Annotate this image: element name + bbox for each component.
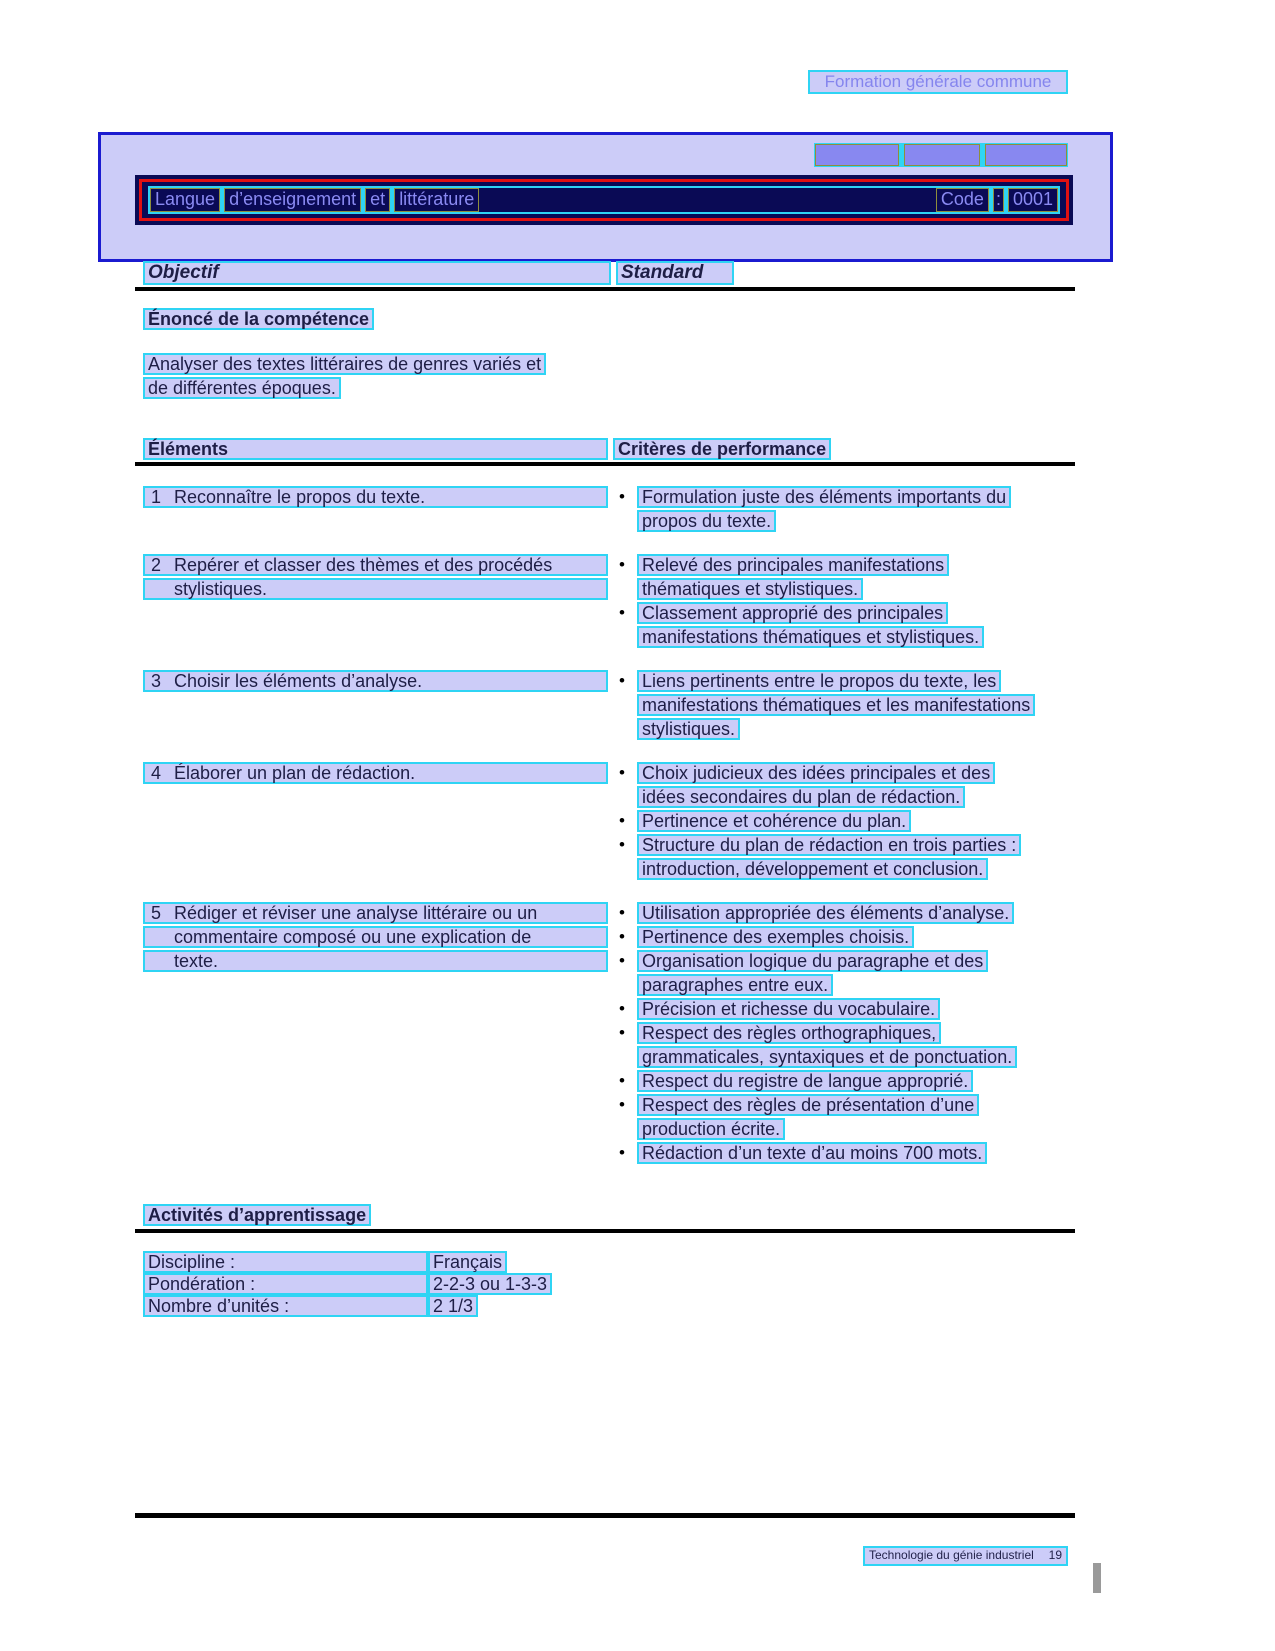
element-line bbox=[143, 926, 608, 948]
element-text: Repérer et classer des thèmes et des procédés bbox=[174, 555, 553, 575]
competence-heading: Énoncé de la compétence bbox=[143, 308, 374, 330]
criterion-line bbox=[613, 834, 1075, 856]
criterion-text: Respect des règles orthographiques, bbox=[637, 1022, 941, 1044]
table-row bbox=[143, 554, 1075, 650]
criterion-text: Liens pertinents entre le propos du texte, les bbox=[637, 670, 1001, 692]
criterion-text: propos du texte. bbox=[637, 510, 776, 532]
criteria-cell bbox=[613, 902, 1075, 1166]
element-number: 4 bbox=[151, 763, 162, 783]
bullet-icon: • bbox=[619, 1071, 625, 1090]
criterion-text: production écrite. bbox=[637, 1118, 785, 1140]
activity-field-value: Français bbox=[428, 1251, 507, 1273]
criterion-line bbox=[613, 602, 1075, 624]
criterion-text: introduction, développement et conclusion. bbox=[637, 858, 988, 880]
page-header-label: Formation générale commune bbox=[808, 70, 1068, 94]
bullet-icon: • bbox=[619, 1095, 625, 1114]
bullet-icon: • bbox=[619, 903, 625, 922]
activity-field-label: Nombre d’unités : bbox=[143, 1295, 428, 1317]
criteria-cell bbox=[613, 762, 1075, 882]
criterion-text: idées secondaires du plan de rédaction. bbox=[637, 786, 965, 808]
criterion-text: Formulation juste des éléments importants du bbox=[637, 486, 1011, 508]
criterion-line bbox=[613, 998, 1075, 1020]
element-number: 2 bbox=[151, 555, 162, 575]
bullet-icon: • bbox=[619, 671, 625, 690]
standard-header: Standard bbox=[616, 261, 734, 285]
table-row bbox=[143, 762, 1075, 882]
element-line bbox=[143, 486, 608, 508]
course-title-word: et bbox=[365, 188, 390, 212]
course-title-word: Langue bbox=[150, 188, 220, 212]
activity-field-label: Pondération : bbox=[143, 1273, 428, 1295]
criterion-text: thématiques et stylistiques. bbox=[637, 578, 863, 600]
competence-statement-line: Analyser des textes littéraires de genres variés et bbox=[143, 353, 546, 375]
criterion-line bbox=[613, 926, 1075, 948]
bullet-icon: • bbox=[619, 1143, 625, 1162]
criterion-text: Pertinence des exemples choisis. bbox=[637, 926, 914, 948]
element-cell bbox=[143, 554, 613, 650]
criterion-text: Respect du registre de langue approprié. bbox=[637, 1070, 973, 1092]
criterion-line bbox=[613, 902, 1075, 924]
element-line bbox=[143, 554, 608, 576]
performance-rows bbox=[143, 486, 1075, 1186]
criterion-text: paragraphes entre eux. bbox=[637, 974, 833, 996]
element-line bbox=[143, 902, 608, 924]
divider-rule bbox=[135, 287, 1075, 291]
criterion-line bbox=[613, 762, 1075, 784]
element-text: stylistiques. bbox=[174, 579, 268, 599]
criterion-line bbox=[613, 858, 1075, 880]
course-title-word: littérature bbox=[394, 188, 479, 212]
element-cell bbox=[143, 486, 613, 534]
element-line bbox=[143, 762, 608, 784]
criterion-line bbox=[613, 670, 1075, 692]
activity-field-row bbox=[143, 1251, 552, 1273]
objectif-header: Objectif bbox=[143, 261, 611, 285]
criterion-line bbox=[613, 810, 1075, 832]
criterion-text: Classement approprié des principales bbox=[637, 602, 948, 624]
activity-field-row bbox=[143, 1295, 552, 1317]
footer-program: Technologie du génie industriel bbox=[869, 1548, 1034, 1562]
course-title-word: d’enseignement bbox=[224, 188, 361, 212]
bullet-icon: • bbox=[619, 951, 625, 970]
element-cell bbox=[143, 762, 613, 882]
activity-field-value: 2-2-3 ou 1-3-3 bbox=[428, 1273, 552, 1295]
criterion-line bbox=[613, 718, 1075, 740]
element-line bbox=[143, 670, 608, 692]
bullet-icon: • bbox=[619, 555, 625, 574]
element-number: 1 bbox=[151, 487, 162, 507]
element-number: 5 bbox=[151, 903, 162, 923]
table-row bbox=[143, 486, 1075, 534]
column-headers bbox=[143, 261, 734, 285]
table-row bbox=[143, 902, 1075, 1166]
bullet-icon: • bbox=[619, 811, 625, 830]
criterion-text: Structure du plan de rédaction en trois parties : bbox=[637, 834, 1021, 856]
divider-rule bbox=[135, 1229, 1075, 1233]
table-headers bbox=[143, 438, 831, 460]
table-row bbox=[143, 670, 1075, 742]
criterion-text: Précision et richesse du vocabulaire. bbox=[637, 998, 940, 1020]
criteria-header: Critères de performance bbox=[613, 438, 831, 460]
criteria-cell bbox=[613, 554, 1075, 650]
course-code-value: 0001 bbox=[1008, 188, 1058, 212]
criterion-line bbox=[613, 950, 1075, 972]
footer-rule bbox=[135, 1513, 1075, 1518]
criterion-text: grammaticales, syntaxiques et de ponctuation. bbox=[637, 1046, 1017, 1068]
course-code-label: Code bbox=[936, 188, 989, 212]
activities-fields bbox=[143, 1251, 552, 1317]
element-text: Rédiger et réviser une analyse littéraire ou un bbox=[174, 903, 538, 923]
competence-statement-line: de différentes époques. bbox=[143, 377, 341, 399]
criterion-line bbox=[613, 786, 1075, 808]
activity-field-value: 2 1/3 bbox=[428, 1295, 478, 1317]
bullet-icon: • bbox=[619, 603, 625, 622]
criterion-line bbox=[613, 626, 1075, 648]
criterion-text: Pertinence et cohérence du plan. bbox=[637, 810, 911, 832]
criterion-line bbox=[613, 1118, 1075, 1140]
bullet-icon: • bbox=[619, 487, 625, 506]
document-body bbox=[135, 0, 1075, 1651]
elements-header: Éléments bbox=[143, 438, 608, 460]
criterion-text: manifestations thématiques et stylistiques. bbox=[637, 626, 984, 648]
criterion-line bbox=[613, 1142, 1075, 1164]
bullet-icon: • bbox=[619, 1023, 625, 1042]
criterion-line bbox=[613, 1070, 1075, 1092]
criterion-text: Organisation logique du paragraphe et des bbox=[637, 950, 988, 972]
element-text: Élaborer un plan de rédaction. bbox=[174, 763, 416, 783]
element-cell bbox=[143, 670, 613, 742]
element-text: texte. bbox=[174, 951, 219, 971]
criterion-line bbox=[613, 1046, 1075, 1068]
element-text: Reconnaître le propos du texte. bbox=[174, 487, 426, 507]
criterion-text: Utilisation appropriée des éléments d’analyse. bbox=[637, 902, 1014, 924]
element-text: commentaire composé ou une explication de bbox=[174, 927, 532, 947]
bullet-icon: • bbox=[619, 835, 625, 854]
activity-field-label: Discipline : bbox=[143, 1251, 428, 1273]
element-line bbox=[143, 578, 608, 600]
criteria-cell bbox=[613, 670, 1075, 742]
course-code-separator: : bbox=[993, 188, 1004, 212]
divider-rule bbox=[135, 462, 1075, 466]
criterion-line bbox=[613, 510, 1075, 532]
criterion-line bbox=[613, 974, 1075, 996]
criterion-line bbox=[613, 694, 1075, 716]
criterion-text: Respect des règles de présentation d’une bbox=[637, 1094, 979, 1116]
criterion-line bbox=[613, 486, 1075, 508]
criterion-line bbox=[613, 1094, 1075, 1116]
criterion-line bbox=[613, 554, 1075, 576]
criterion-text: Rédaction d’un texte d’au moins 700 mots. bbox=[637, 1142, 987, 1164]
criterion-line bbox=[613, 578, 1075, 600]
element-cell bbox=[143, 902, 613, 1166]
element-line bbox=[143, 950, 608, 972]
footer-page-number: 19 bbox=[1048, 1548, 1062, 1562]
criterion-text: stylistiques. bbox=[637, 718, 740, 740]
bullet-icon: • bbox=[619, 763, 625, 782]
bullet-icon: • bbox=[619, 999, 625, 1018]
criterion-text: Choix judicieux des idées principales et des bbox=[637, 762, 995, 784]
activity-field-row bbox=[143, 1273, 552, 1295]
bullet-icon: • bbox=[619, 927, 625, 946]
criterion-text: manifestations thématiques et les manifestations bbox=[637, 694, 1035, 716]
criterion-line bbox=[613, 1022, 1075, 1044]
cursor-bar bbox=[1093, 1563, 1101, 1593]
element-text: Choisir les éléments d’analyse. bbox=[174, 671, 423, 691]
activities-heading: Activités d’apprentissage bbox=[143, 1204, 371, 1226]
criteria-cell bbox=[613, 486, 1075, 534]
element-number: 3 bbox=[151, 671, 162, 691]
footer bbox=[863, 1546, 1068, 1566]
criterion-text: Relevé des principales manifestations bbox=[637, 554, 949, 576]
